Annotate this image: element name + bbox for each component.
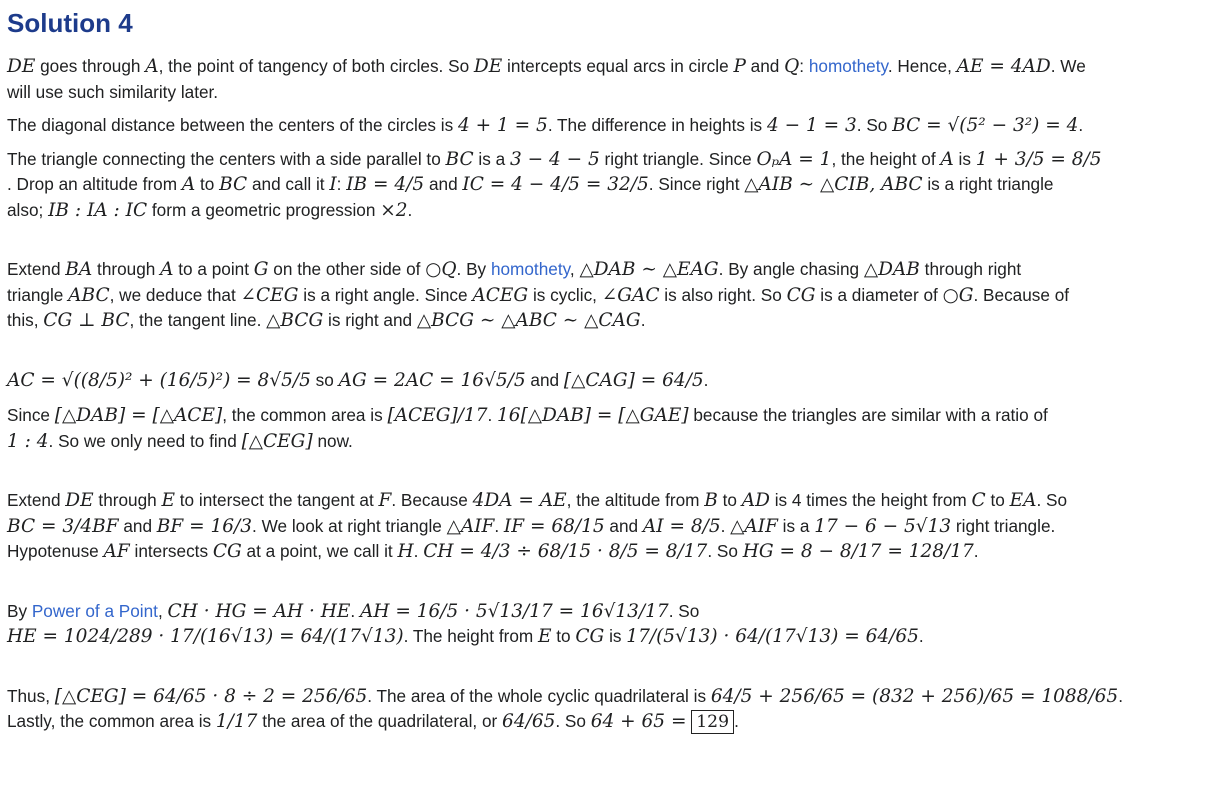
math: 1/17 (215, 711, 258, 732)
math: ∠GAC (601, 284, 660, 306)
math: BC (219, 174, 248, 195)
text: and call it (247, 174, 330, 194)
math: 17 − 6 − 5√13 (814, 515, 952, 537)
math: △AIF (446, 515, 495, 537)
math: DE (7, 56, 36, 77)
math: DE (473, 56, 503, 77)
math: AC = √((8/5)² + (16/5)²) = 8√5/5 (7, 369, 311, 391)
text: Since (7, 405, 55, 425)
text: through (92, 259, 161, 279)
math: 64/65 (502, 711, 556, 732)
math: F (378, 490, 392, 511)
text: . By (456, 259, 491, 279)
math: [△DAB] = [△ACE] (54, 405, 223, 426)
text: and (745, 56, 785, 76)
math: BC = √(5² − 3²) = 4 (892, 115, 1079, 136)
text: and (525, 369, 564, 390)
text: . (407, 199, 413, 220)
math: HE = 1024/289 · 17/(16√13) = 64/(17√13) (7, 626, 404, 647)
text: intercepts equal arcs in circle (502, 56, 734, 76)
math: ABC (68, 284, 110, 306)
text: the area of the quadrilateral, or (257, 711, 503, 731)
text: , (157, 600, 168, 621)
math: EA (1009, 490, 1037, 511)
math: AD (741, 490, 770, 511)
homothety-link[interactable]: homothety (808, 56, 888, 76)
text: . So (1036, 490, 1068, 510)
text: , the tangent line. (129, 310, 267, 330)
math: ○G (942, 284, 974, 306)
math: ○Q (425, 259, 457, 280)
text: and (424, 174, 463, 194)
text: . We look at right triangle (252, 515, 447, 536)
math: AI = 8/5 (642, 515, 721, 537)
text: , (569, 259, 580, 279)
math: [ACEG]/17 (387, 405, 488, 426)
solution-heading: Solution 4 (7, 8, 133, 38)
text: . (703, 369, 709, 390)
math: △AIF (730, 515, 778, 537)
text: at a point, we call it (241, 541, 398, 561)
text: because the triangles are similar with a ratio of (688, 405, 1048, 425)
text: . So (668, 600, 700, 621)
math: DE (65, 490, 94, 511)
math: 1 + 3/5 = 8/5 (975, 148, 1102, 170)
text: . (973, 541, 979, 561)
text: : (799, 56, 809, 76)
text: . Because (391, 490, 473, 510)
text: . So (856, 115, 893, 135)
text: on the other side of (268, 259, 426, 279)
text: . (918, 626, 924, 646)
math: P (733, 56, 746, 77)
text: to a point (173, 259, 254, 279)
text: goes through (35, 56, 146, 76)
math: 16[△DAB] = [△GAE] (497, 405, 689, 426)
math: △DAB ∼ △EAG (579, 259, 719, 280)
text: this, (7, 310, 44, 330)
text: also; (7, 199, 49, 220)
math: IB : IA : IC (48, 199, 148, 221)
math: [△CAG] = 64/5 (563, 369, 704, 391)
text: The triangle connecting the centers with a side parallel to (7, 148, 446, 169)
math: △BCG ∼ △ABC ∼ △CAG (416, 310, 641, 331)
text: so (310, 369, 339, 390)
math: [△CEG] (241, 430, 313, 452)
text: right triangle. Since (599, 148, 757, 169)
math: 1 : 4 (7, 430, 49, 452)
text: . Drop an altitude from (7, 174, 182, 194)
math: 3 − 4 − 5 (509, 148, 600, 170)
text: to intersect the tangent at (175, 490, 379, 510)
paragraph-1 (7, 54, 1207, 105)
text: . The height from (403, 626, 538, 646)
math: △BCG (266, 310, 324, 331)
math: ACEG (472, 284, 529, 306)
paragraph-5 (7, 368, 1207, 394)
math: BA (65, 259, 93, 280)
math: [△CEG] = 64/65 · 8 ÷ 2 = 256/65 (54, 685, 368, 707)
text: . So we only need to find (48, 430, 242, 451)
math: CH · HG = AH · HE (167, 600, 351, 622)
text: , the common area is (222, 405, 388, 425)
text: to (985, 490, 1010, 510)
math: CG (212, 541, 242, 562)
text: will use such similarity later. (7, 81, 219, 102)
text: through (93, 490, 162, 510)
text: is a (777, 515, 815, 536)
text: now. (312, 430, 353, 451)
text: . The difference in heights is (547, 115, 767, 135)
homothety-link[interactable]: homothety (490, 259, 570, 279)
math: △DAB (863, 259, 920, 280)
math: 64 + 65 = (590, 711, 687, 732)
math: BC = 3/4BF (7, 515, 119, 537)
text: . The area of the whole cyclic quadrilateral is (367, 685, 711, 706)
text: . (640, 310, 646, 330)
paragraph-6 (7, 403, 1207, 454)
text: is 4 times the height from (769, 490, 972, 510)
text: is also right. So (659, 284, 787, 305)
text: to (551, 626, 576, 646)
text: . (720, 515, 731, 536)
math: IB = 4/5 (346, 174, 425, 195)
text: and (118, 515, 157, 536)
math: HG = 8 − 8/17 = 128/17 (742, 541, 974, 562)
math: CH = 4/3 ÷ 68/15 · 8/5 = 8/17 (423, 541, 708, 562)
text: triangle (7, 284, 69, 305)
text: Thus, (7, 685, 55, 706)
math: C (971, 490, 986, 511)
math: AG = 2AC = 16√5/5 (338, 369, 526, 391)
math: 4 − 1 = 3 (766, 115, 857, 136)
math: H (397, 541, 414, 562)
math: I (329, 174, 337, 195)
math: IF = 68/15 (503, 515, 605, 537)
text: through right (919, 259, 1022, 279)
math: CG ⊥ BC (43, 310, 130, 331)
math: CG (786, 284, 816, 306)
paragraph-9 (7, 684, 1207, 735)
math: 64/5 + 256/65 = (832 + 256)/65 = 1088/65 (710, 685, 1119, 707)
paragraph-4 (7, 257, 1207, 334)
text: . We (1050, 56, 1086, 76)
text: : (336, 174, 347, 194)
final-answer-box: 129 (691, 710, 734, 734)
paragraph-3 (7, 147, 1207, 224)
math: A (940, 148, 954, 170)
math: 4DA = AE (472, 490, 567, 511)
text: is (604, 626, 627, 646)
math: BF = 16/3 (156, 515, 253, 537)
text: , the altitude from (566, 490, 705, 510)
math: 4 + 1 = 5 (457, 115, 548, 136)
text: . (1118, 685, 1123, 706)
math: △AIB ∼ △CIB, ABC (744, 174, 923, 195)
math: A (181, 174, 196, 195)
text: is a right triangle (922, 174, 1054, 194)
text: . (1078, 115, 1084, 135)
math: CG (575, 626, 605, 647)
math: AF (103, 541, 130, 562)
text: , the height of (831, 148, 941, 169)
text: The diagonal distance between the centers of the circles is (7, 115, 458, 135)
power-of-a-point-link[interactable]: Power of a Point (31, 600, 158, 621)
math: BC (445, 148, 474, 170)
text: to (195, 174, 220, 194)
text: right triangle. (951, 515, 1056, 536)
text: is a right angle. Since (298, 284, 473, 305)
text: to (717, 490, 742, 510)
math: AE = 4AD (956, 56, 1051, 77)
math: E (161, 490, 175, 511)
math: E (537, 626, 552, 647)
paragraph-8 (7, 599, 1207, 650)
paragraph-2 (7, 113, 1207, 139)
text: , the point of tangency of both circles. So (158, 56, 474, 76)
text: is right and (323, 310, 417, 330)
math: IC = 4 − 4/5 = 32/5 (462, 174, 649, 195)
paragraph-7 (7, 488, 1207, 565)
text: , we deduce that (109, 284, 241, 305)
text: and (604, 515, 643, 536)
math: A (160, 259, 174, 280)
text: . Because of (973, 284, 1070, 305)
text: is a diameter of (815, 284, 943, 305)
math: ∠CEG (240, 284, 299, 306)
math: Q (784, 56, 800, 77)
math: B (704, 490, 718, 511)
text: Extend (7, 259, 66, 279)
math: A (145, 56, 159, 77)
text: form a geometric progression (147, 199, 381, 220)
text: Extend (7, 490, 66, 510)
text: . So (707, 541, 743, 561)
math: 17/(5√13) · 64/(17√13) = 64/65 (626, 626, 919, 647)
text: . (413, 541, 424, 561)
text: is (953, 148, 976, 169)
text: Hypotenuse (7, 541, 104, 561)
text: . So (555, 711, 591, 731)
text: . (350, 600, 360, 621)
text: is a (473, 148, 510, 169)
text: Lastly, the common area is (7, 711, 216, 731)
text: . By angle chasing (718, 259, 864, 279)
text: . Since right (648, 174, 745, 194)
math: OₚA = 1 (756, 148, 832, 170)
math: ×2 (380, 199, 408, 221)
text: By (7, 600, 32, 621)
text: . (487, 405, 498, 425)
text: . Hence, (887, 56, 957, 76)
text: . (494, 515, 504, 536)
text: is cyclic, (528, 284, 602, 305)
math: G (253, 259, 269, 280)
math: AH = 16/5 · 5√13/17 = 16√13/17 (359, 600, 669, 622)
text: . (734, 711, 739, 731)
text: intersects (129, 541, 213, 561)
